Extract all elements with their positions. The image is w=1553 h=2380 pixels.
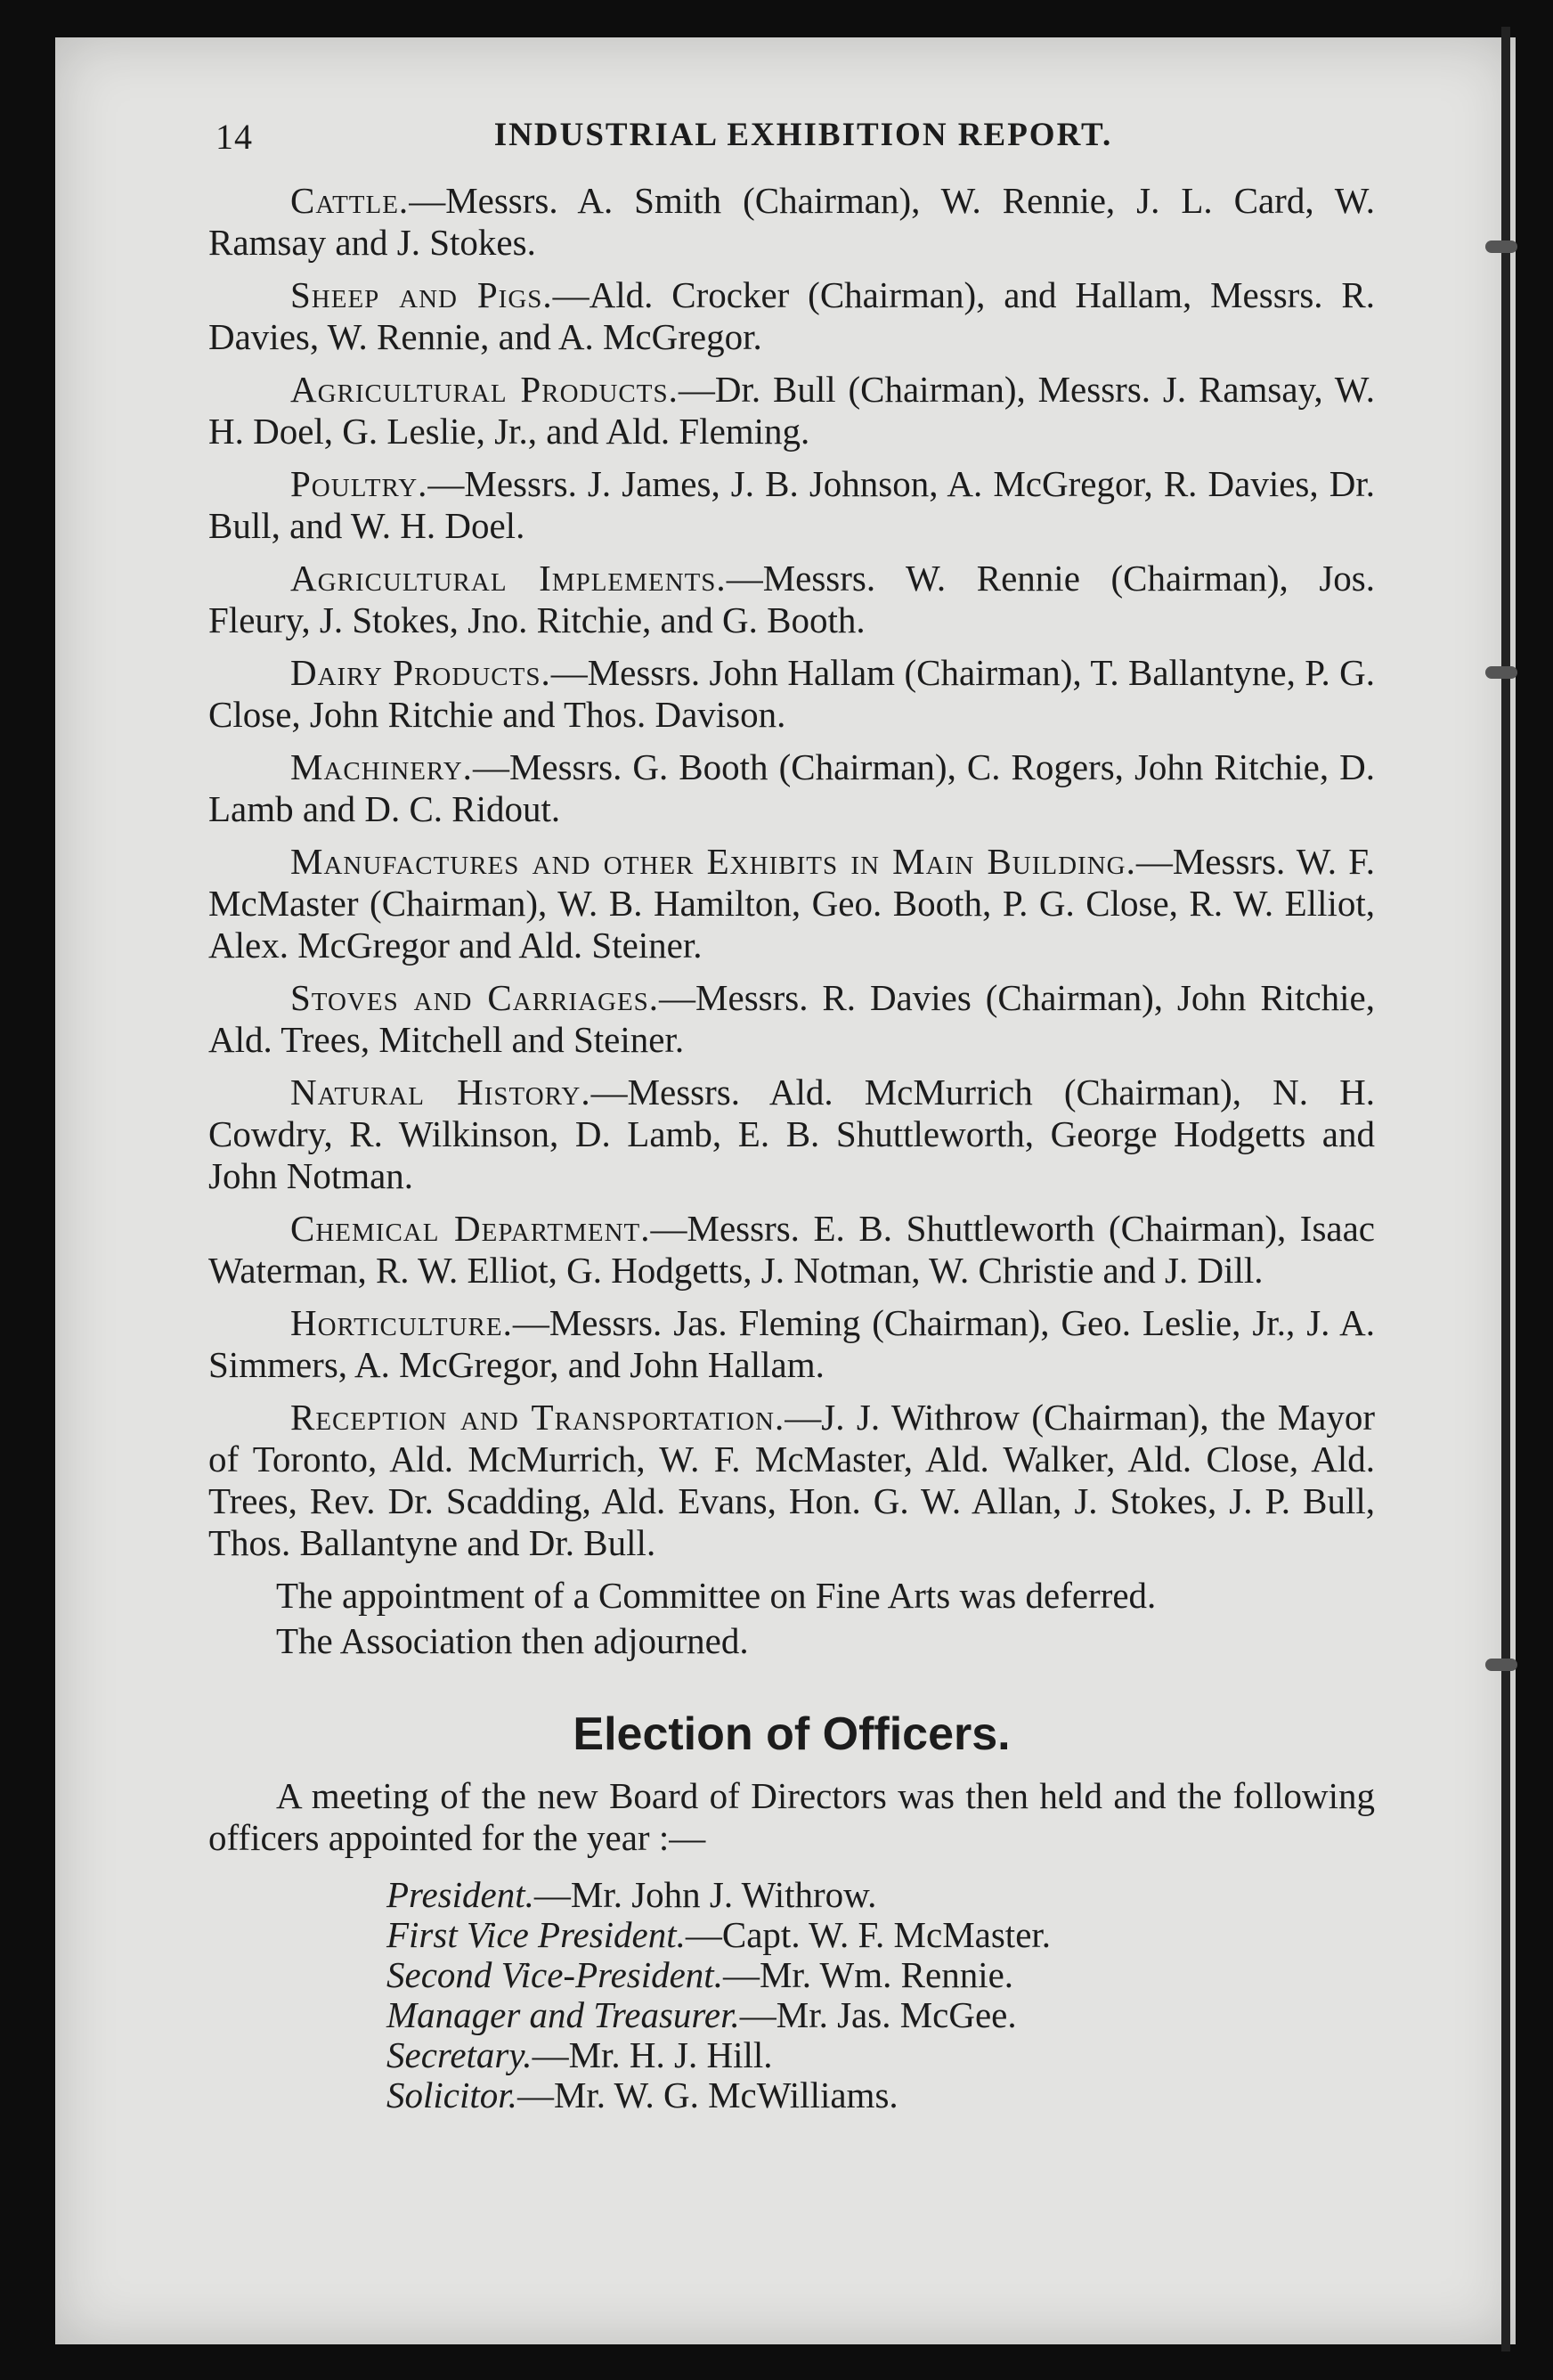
committee-members: —Messrs. G. Booth (Chairman), C. Rogers, John Ritchie, D. Lamb and D. C. Ridout.: [208, 746, 1375, 829]
committee-entry: [208, 1302, 1375, 1386]
page-content: [208, 180, 1375, 2115]
officer-title: Secretary.: [386, 2034, 533, 2075]
committee-category: Reception and Transportation.: [290, 1397, 785, 1438]
committee-entry: [208, 274, 1375, 358]
officer-item: [386, 1875, 1375, 1915]
committee-entry: [208, 977, 1375, 1061]
page-header: [215, 116, 1391, 160]
committee-members: —Messrs. W. Rennie (Chairman), Jos. Fleury, J. Stokes, Jno. Ritchie, and G. Booth.: [208, 558, 1375, 640]
committee-members: —Messrs. J. James, J. B. Johnson, A. McGregor, R. Davies, Dr. Bull, and W. H. Doel.: [208, 463, 1375, 546]
committee-members: —Messrs. E. B. Shuttleworth (Chairman), Isaac Waterman, R. W. Elliot, G. Hodgetts, J. Notman, W. Christie and J. Dill.: [208, 1208, 1376, 1291]
binding-stitch: [1485, 240, 1517, 253]
officer-name: —Mr. Jas. McGee.: [739, 1994, 1017, 2035]
committee-category: Poultry.: [290, 463, 428, 504]
officer-title: Solicitor.: [386, 2074, 517, 2115]
officer-name: —Capt. W. F. McMaster.: [685, 1914, 1052, 1955]
committee-category: Agricultural Products.: [290, 369, 679, 410]
committee-members: —Messrs. John Hallam (Chairman), T. Ballantyne, P. G. Close, John Ritchie and Thos. Davison.: [208, 652, 1375, 735]
committee-category: Chemical Department.: [290, 1208, 651, 1249]
committee-category: Sheep and Pigs.: [290, 274, 553, 315]
officer-title: Manager and Treasurer.: [386, 1994, 740, 2035]
officer-item: [386, 1995, 1375, 2035]
section-title: Election of Officers.: [573, 1708, 1011, 1760]
committee-category: Cattle.: [290, 180, 410, 221]
committee-entry: [208, 180, 1375, 264]
page-number: 14: [215, 117, 253, 157]
binding-stitch: [1485, 1659, 1517, 1671]
committee-entry: [208, 1208, 1375, 1292]
committee-members: —Messrs. A. Smith (Chairman), W. Rennie, J. L. Card, W. Ramsay and J. Stokes.: [208, 180, 1375, 263]
committee-category: Dairy Products.: [290, 652, 551, 693]
committee-members: —Messrs. W. F. McMaster (Chairman), W. B. Hamilton, Geo. Booth, P. G. Close, R. W. Elliot, Alex. McGregor and Ald. Steiner.: [208, 841, 1375, 966]
binding-stitch: [1485, 666, 1517, 679]
officer-name: —Mr. H. J. Hill.: [532, 2034, 773, 2075]
committee-members: —Messrs. Jas. Fleming (Chairman), Geo. Leslie, Jr., J. A. Simmers, A. McGregor, and John Hallam.: [208, 1302, 1375, 1385]
committee-category: Natural History.: [290, 1072, 591, 1113]
committee-category: Agricultural Implements.: [290, 558, 727, 599]
officer-name: —Mr. Wm. Rennie.: [722, 1954, 1014, 1995]
committee-entry: [208, 369, 1375, 452]
committee-category: Stoves and Carriages.: [290, 977, 660, 1018]
committee-entry: [208, 841, 1375, 966]
committee-entry: [208, 746, 1375, 830]
election-intro: A meeting of the new Board of Directors was then held and the following officers appointed for the year :—: [208, 1775, 1375, 1858]
officer-item: [386, 2035, 1375, 2075]
committee-entry: [208, 1072, 1375, 1197]
committee-members: —Messrs. R. Davies (Chairman), John Ritchie, Ald. Trees, Mitchell and Steiner.: [208, 977, 1375, 1060]
committee-members: —Ald. Crocker (Chairman), and Hallam, Messrs. R. Davies, W. Rennie, and A. McGregor.: [208, 274, 1375, 357]
officer-item: [386, 1915, 1375, 1955]
committee-entry: [208, 558, 1375, 641]
committee-entry: [208, 463, 1375, 547]
officer-title: First Vice President.: [386, 1914, 686, 1955]
officer-title: Second Vice-President.: [386, 1954, 723, 1995]
note-paragraph: The Association then adjourned.: [276, 1620, 749, 1661]
committee-members: —Messrs. Ald. McMurrich (Chairman), N. H. Cowdry, R. Wilkinson, D. Lamb, E. B. Shuttleworth, George Hodgetts and John Notman.: [208, 1072, 1375, 1196]
committee-category: Horticulture.: [290, 1302, 513, 1343]
committee-category: Machinery.: [290, 746, 473, 787]
officer-item: [386, 1955, 1375, 1995]
note-paragraph: The appointment of a Committee on Fine Arts was deferred.: [276, 1575, 1157, 1616]
committee-entry: [208, 652, 1375, 736]
book-page: [55, 37, 1516, 2344]
committee-entry: [208, 1397, 1375, 1564]
officer-item: [386, 2075, 1375, 2115]
officer-name: —Mr. John J. Withrow.: [533, 1874, 877, 1915]
officer-name: —Mr. W. G. McWilliams.: [516, 2074, 898, 2115]
committee-members: —J. J. Withrow (Chairman), the Mayor of Toronto, Ald. McMurrich, W. F. McMaster, Ald. Walker, Ald. Close, Ald. Trees, Rev. Dr. Scadding, Ald. Evans, Hon. G. W. Allan, J. Stokes, J. P. Bull, Thos. Ballantyne and Dr. Bull.: [208, 1397, 1376, 1563]
officers-list: [208, 1875, 1375, 2115]
officer-title: President.: [386, 1874, 534, 1915]
running-head: INDUSTRIAL EXHIBITION REPORT.: [493, 117, 1113, 153]
committee-category: Manufactures and other Exhibits in Main Building.: [290, 841, 1136, 882]
book-spine: [1501, 27, 1510, 2351]
committee-members: —Dr. Bull (Chairman), Messrs. J. Ramsay, W. H. Doel, G. Leslie, Jr., and Ald. Fleming.: [208, 369, 1375, 452]
